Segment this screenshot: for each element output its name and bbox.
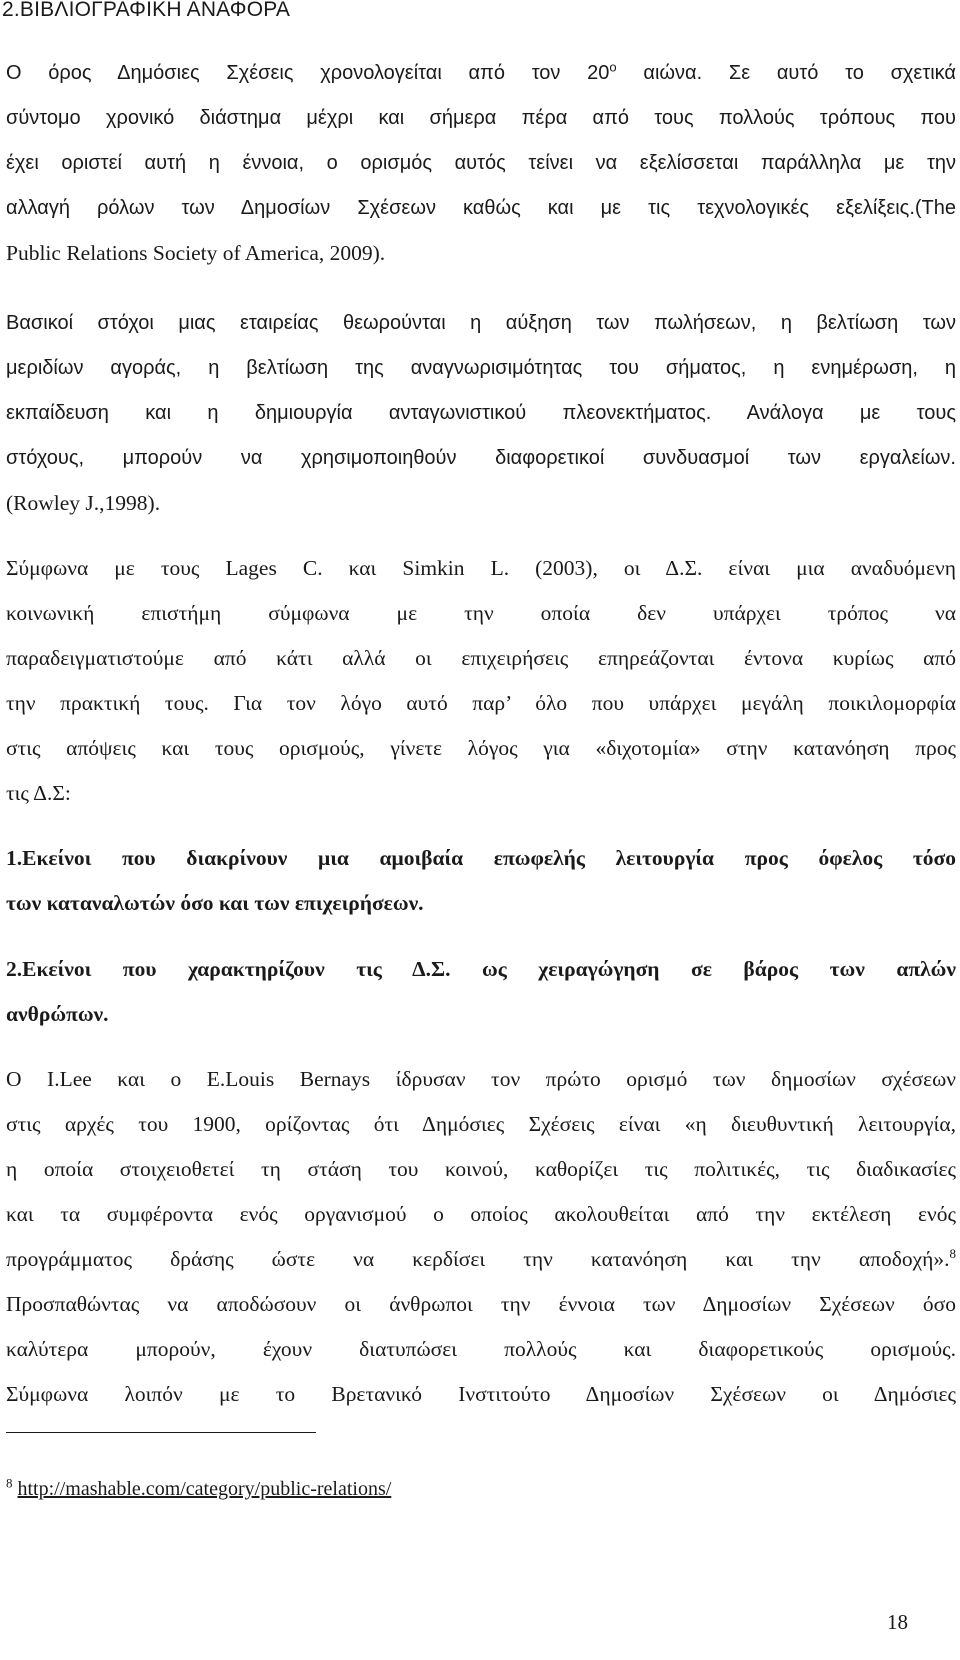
paragraph-line: Σύμφωνα λοιπόν με το Βρετανικό Ινστιτούτο Δημοσίων Σχέσεων οι Δημόσιες bbox=[6, 1382, 956, 1406]
footnote-divider bbox=[6, 1432, 316, 1433]
paragraph-line bbox=[6, 51, 956, 96]
bold-item-2 bbox=[6, 947, 956, 1037]
paragraph-line: Βασικοί στόχοι μιας εταιρείας θεωρούνται η αύξηση των πωλήσεων, η βελτίωση των bbox=[6, 312, 956, 334]
paragraph-line: κοινωνική επιστήμη σύμφωνα με την οποία δεν υπάρχει τρόπος να bbox=[6, 601, 956, 625]
paragraph-line: μεριδίων αγοράς, η βελτίωση της αναγνωρισιμότητας του σήματος, η ενημέρωση, η bbox=[6, 357, 956, 379]
footnote-ref[interactable]: 8 bbox=[949, 1245, 956, 1261]
page-number: 18 bbox=[887, 1610, 908, 1634]
footnote-link[interactable]: http://mashable.com/category/public-relations/ bbox=[17, 1478, 392, 1500]
paragraph-line: των καταναλωτών όσο και των επιχειρήσεων. bbox=[6, 891, 424, 915]
paragraph-line: καλύτερα μπορούν, έχουν διατυπώσει πολλούς και διαφορετικούς ορισμούς. bbox=[6, 1337, 956, 1361]
paragraph-line: εκπαίδευση και η δημιουργία ανταγωνιστικού πλεονεκτήματος. Ανάλογα με τους bbox=[6, 402, 956, 424]
paragraph-line: 2.Εκείνοι που χαρακτηρίζουν τις Δ.Σ. ως χειραγώγηση σε βάρος των απλών bbox=[6, 957, 956, 981]
text-run: Ο όρος Δημόσιες Σχέσεις χρονολογείται από τον 20 bbox=[6, 62, 610, 84]
paragraph-line: στις απόψεις και τους ορισμούς, γίνετε λόγος για «διχοτομία» στην κατανόηση προς bbox=[6, 736, 956, 760]
paragraph-lages-simkin bbox=[6, 546, 956, 816]
paragraph-line: η οποία στοιχειοθετεί τη στάση του κοινού, καθορίζει τις πολιτικές, τις διαδικασίες bbox=[6, 1157, 956, 1181]
paragraph-line: Ο I.Lee και ο E.Louis Bernays ίδρυσαν τον πρώτο ορισμό των δημοσίων σχέσεων bbox=[6, 1067, 956, 1091]
footnote-number: 8 bbox=[6, 1475, 13, 1491]
paragraph-line: την πρακτική τους. Για τον λόγο αυτό παρ’ όλο που υπάρχει μεγάλη ποικιλομορφία bbox=[6, 691, 956, 715]
paragraph-line: έχει οριστεί αυτή η έννοια, ο ορισμός αυτός τείνει να εξελίσσεται παράλληλα με την bbox=[6, 152, 956, 174]
paragraph-line: Σύμφωνα με τους Lages C. και Simkin L. (2003), οι Δ.Σ. είναι μια αναδυόμενη bbox=[6, 556, 956, 580]
paragraph-line: (Rowley J.,1998). bbox=[6, 491, 161, 515]
superscript: ο bbox=[609, 59, 617, 75]
paragraph-line: παραδειγματιστούμε από κάτι αλλά οι επιχειρήσεις επηρεάζονται έντονα κυρίως από bbox=[6, 646, 956, 670]
paragraph-line: στόχους, μπορούν να χρησιμοποιηθούν διαφορετικοί συνδυασμοί των εργαλείων. bbox=[6, 447, 956, 469]
paragraph-line: ανθρώπων. bbox=[6, 1002, 109, 1026]
paragraph-line: και τα συμφέροντα ενός οργανισμού ο οποίος ακολουθείται από την εκτέλεση ενός bbox=[6, 1202, 956, 1226]
paragraph-line: Public Relations Society of America, 2009). bbox=[6, 241, 386, 265]
bold-item-1 bbox=[6, 836, 956, 926]
section-heading: 2.ΒΙΒΛΙΟΓΡΑΦΙΚΗ ΑΝΑΦΟΡΑ bbox=[2, 0, 291, 21]
paragraph-line bbox=[6, 1237, 956, 1282]
paragraph-lee-bernays bbox=[6, 1057, 956, 1417]
paragraph-line: αλλαγή ρόλων των Δημοσίων Σχέσεων καθώς και με τις τεχνολογικές εξελίξεις.(The bbox=[6, 197, 956, 219]
footnote bbox=[6, 1475, 392, 1501]
paragraph-line: τις Δ.Σ: bbox=[6, 781, 71, 805]
text-run: προγράμματος δράσης ώστε να κερδίσει την κατανόηση και την αποδοχή». bbox=[6, 1247, 950, 1271]
paragraph-line: σύντομο χρονικό διάστημα μέχρι και σήμερα πέρα από τους πολλούς τρόπους που bbox=[6, 107, 956, 129]
paragraph-line: Προσπαθώντας να αποδώσουν οι άνθρωποι την έννοια των Δημοσίων Σχέσεων όσο bbox=[6, 1292, 956, 1316]
text-run: αιώνα. Σε αυτό το σχετικά bbox=[616, 62, 956, 84]
paragraph-goals bbox=[6, 301, 956, 526]
paragraph-line: στις αρχές του 1900, ορίζοντας ότι Δημόσιες Σχέσεις είναι «η διευθυντική λειτουργία, bbox=[6, 1112, 956, 1136]
paragraph-line: 1.Εκείνοι που διακρίνουν μια αμοιβαία επωφελής λειτουργία προς όφελος τόσο bbox=[6, 846, 956, 870]
paragraph-intro bbox=[6, 51, 956, 276]
